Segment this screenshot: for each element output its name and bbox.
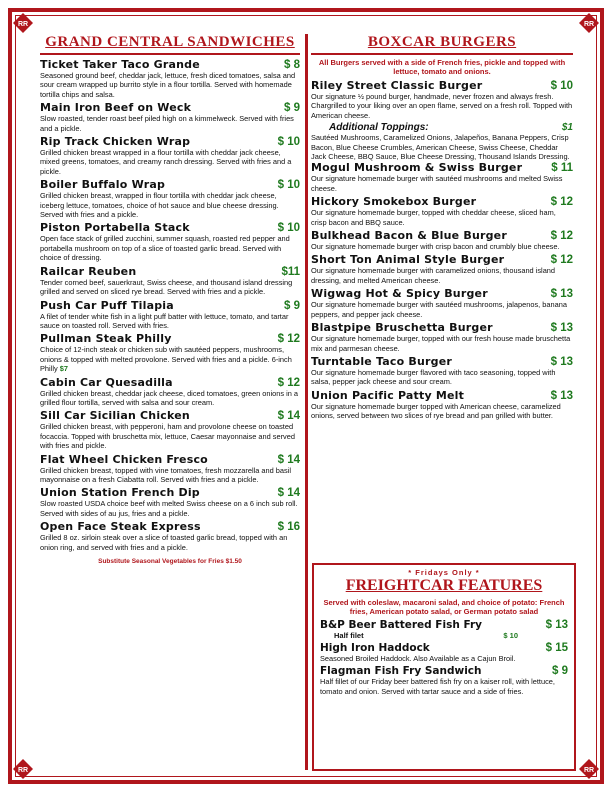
menu-item-price: $ 9: [552, 665, 568, 678]
menu-item-header: [40, 520, 300, 533]
menu-item-description-text: Grilled chicken breast, wrapped in flour tortilla with cheddar jack cheese, iceberg lettuce, tomatoes, choice of hot sauce and blue cheese dressing. Served with fries and a pickle.: [40, 191, 279, 220]
menu-item-description: [40, 278, 300, 297]
menu-item-header: [40, 135, 300, 148]
menu-item-description: [40, 533, 300, 552]
menu-item-description: [311, 174, 573, 193]
menu-item-name: Main Iron Beef on Weck: [40, 101, 192, 115]
menu-item-name: Union Station French Dip: [40, 486, 200, 500]
menu-item: [311, 161, 573, 193]
menu-item-price: $ 13: [550, 322, 573, 335]
menu-item-price: $ 12: [550, 230, 573, 243]
menu-item-name: Piston Portabella Stack: [40, 221, 190, 235]
additional-toppings-label: Additional Toppings:: [329, 122, 429, 134]
fridays-only-label: * Fridays Only *: [408, 568, 480, 577]
menu-item-name: Short Ton Animal Style Burger: [311, 253, 505, 267]
menu-item-description-text: Choice of 12-inch steak or chicken sub with sautéed peppers, mushrooms, onions & topped with melted provolone. Served with fries and a pickle. 6-inch Philly: [40, 345, 292, 374]
sandwiches-title: GRAND CENTRAL SANDWICHES: [40, 34, 300, 55]
menu-item-header: [320, 619, 568, 631]
menu-item-description: [320, 677, 568, 696]
menu-item-description-text: Slow roasted USDA choice beef with melted Swiss cheese on a 6 inch sub roll. Served with sides of au jus, fries and a pickle.: [40, 499, 298, 518]
menu-item-description-text: Grilled chicken breast, topped with vine tomatoes, fresh mozzarella and basil mayonnaise on a fresh Ciabatta roll. Served with fries and a pickle.: [40, 465, 291, 484]
menu-item-price: $ 13: [545, 619, 568, 631]
menu-item-header: [311, 79, 573, 92]
menu-item-description: [40, 191, 300, 219]
menu-item-description-text: Our signature homemade burger, topped with cheddar cheese, sliced ham, crisp bacon and BBQ sauce.: [311, 208, 556, 227]
svg-text:RR: RR: [583, 767, 595, 774]
menu-item-description-text: Our signature ½ pound burger, handmade, never frozen and always fresh. Chargrilled to your liking over an open flame, served on a fresh roll. Topped with American cheese.: [311, 92, 573, 120]
menu-item-name: Ticket Taker Taco Grande: [40, 58, 200, 71]
menu-item-extra-price: $7: [59, 364, 68, 374]
menu-item-header: [40, 221, 300, 234]
menu-item-header: [311, 287, 573, 300]
menu-item: [40, 453, 300, 485]
menu-item-price: $ 8: [284, 59, 300, 71]
features-title: FREIGHTCAR FEATURES: [345, 577, 543, 594]
svg-text:RR: RR: [583, 21, 595, 28]
menu-item-description-text: Grilled chicken breast, with pepperoni, ham and provolone cheese on toasted focaccia. Topped with bruschetta mix, lettuce, Caesar mayonnaise and served with fries and pickle.: [40, 422, 295, 451]
menu-item-price: $ 13: [550, 389, 573, 402]
features-subtitle: Served with coleslaw, macaroni salad, and choice of potato: French fries, American potato salad, or German potato salad: [323, 598, 565, 616]
menu-item: [311, 355, 573, 387]
menu-item-header: [40, 265, 300, 278]
corner-logo-icon: [578, 758, 600, 780]
menu-item: [320, 619, 568, 640]
menu-item-header: [320, 642, 568, 654]
menu-item-price: $ 14: [277, 453, 300, 466]
freightcar-features-box: [312, 563, 576, 771]
menu-item-name: Blastpipe Bruschetta Burger: [311, 321, 493, 335]
menu-item-description-text: A filet of tender white fish in a light puff batter with lettuce, tomato, and tartar sauce on toasted roll. Served with fries.: [40, 311, 289, 330]
menu-item-name: Turntable Taco Burger: [311, 354, 453, 368]
menu-item-description-text: Grilled chicken breast wrapped in a flour tortilla with cheddar jack cheese, mixed greens, tomatoes, and creamy ranch dressing. Served with fries and a pickle.: [40, 148, 292, 176]
column-divider: [305, 34, 308, 770]
menu-item: [40, 332, 300, 373]
menu-item-description-text: Our signature homemade burger with sautéed mushrooms, jalapenos, banana peppers, and pepper jack cheese.: [311, 300, 567, 319]
menu-item-price: $11: [281, 265, 300, 278]
menu-item-description-text: Seasoned ground beef, cheddar jack, lettuce, fresh diced tomatoes, salsa and sour cream wrapped up burrito style in a flour tortilla. Served with homemade tortilla chips and salsa.: [40, 71, 296, 99]
menu-item-header: [40, 58, 300, 71]
menu-item-description: [311, 208, 573, 227]
menu-item-description-text: Half fillet of our Friday beer battered fish fry on a kaiser roll, with lettuce, tomato and onion. Served with tartar sauce and a side of fries.: [320, 677, 555, 696]
menu-item-name: Open Face Steak Express: [40, 520, 201, 534]
menu-item-description-text: Our signature homemade burger topped with American cheese, caramelized onions, served between two slices of rye bread and pan grilled with butter.: [311, 401, 561, 421]
menu-item-description-text: Slow roasted, tender roast beef piled high on a kimmelweck. Served with fries and a pickle.: [40, 114, 294, 133]
menu-item-header: [40, 409, 300, 422]
svg-text:RR: RR: [17, 21, 29, 28]
menu-item-header: [40, 299, 300, 312]
menu-item-header: [311, 355, 573, 368]
menu-item: [320, 642, 568, 663]
menu-item: [311, 195, 573, 227]
menu-item-description: [40, 234, 300, 262]
menu-item-description: [311, 242, 573, 251]
menu-item-description: [40, 71, 300, 99]
menu-item: [311, 389, 573, 421]
menu-item-name: Wigwag Hot & Spicy Burger: [311, 287, 488, 301]
additional-toppings-header: [311, 122, 573, 133]
menu-item: [40, 299, 300, 331]
half-filet-row: [320, 631, 568, 640]
menu-item-name: Union Pacific Patty Melt: [311, 388, 465, 402]
menu-item-header: [311, 321, 573, 334]
menu-item-name: Cabin Car Quesadilla: [40, 375, 173, 389]
menu-item-name: High Iron Haddock: [320, 642, 430, 654]
menu-item: [40, 135, 300, 176]
menu-item-header: [40, 376, 300, 389]
menu-item-description: [320, 654, 568, 663]
menu-item-price: $ 10: [550, 80, 573, 92]
menu-item-description-text: Grilled 8 oz. sirloin steak over a slice of toasted garlic bread, topped with an onion ring, and served with fries and a pickle.: [40, 533, 288, 552]
menu-item: [40, 178, 300, 219]
menu-item-price: $ 13: [550, 355, 573, 368]
menu-item-name: Boiler Buffalo Wrap: [40, 178, 166, 192]
menu-item-description-text: Seasoned Broiled Haddock. Also Available as a Cajun Broil.: [320, 654, 516, 663]
menu-item-name: Sill Car Sicilian Chicken: [40, 409, 190, 423]
menu-item-header: [311, 229, 573, 242]
menu-item-description: [40, 148, 300, 176]
svg-text:RR: RR: [17, 767, 29, 774]
menu-item: [311, 321, 573, 353]
corner-logo-icon: [12, 12, 34, 34]
menu-item-header: [320, 665, 568, 677]
menu-item-price: $ 11: [551, 162, 573, 175]
menu-item-description: [40, 499, 300, 518]
menu-item-name: Flagman Fish Fry Sandwich: [320, 665, 482, 678]
menu-item-description: [40, 422, 300, 450]
menu-item-price: $ 12: [550, 196, 573, 209]
menu-item-name: Riley Street Classic Burger: [311, 79, 483, 92]
menu-item-price: $ 9: [284, 299, 300, 312]
burgers-column: [311, 34, 573, 423]
menu-item-price: $ 12: [550, 254, 573, 267]
menu-item-price: $ 10: [277, 222, 300, 235]
menu-item-price: $ 10: [277, 136, 300, 149]
menu-item-description-text: Our signature homemade burger, topped with our fresh house made bruschetta mix and parmesan cheese.: [311, 334, 571, 353]
menu-item: [40, 101, 300, 133]
menu-item-description: [40, 345, 300, 373]
features-list: [320, 619, 568, 696]
menu-item: [311, 253, 573, 285]
menu-item: [40, 221, 300, 262]
menu-item-name: Bulkhead Bacon & Blue Burger: [311, 229, 507, 243]
burgers-title: BOXCAR BURGERS: [311, 34, 573, 55]
menu-item-header: [40, 178, 300, 191]
menu-item-name: B&P Beer Battered Fish Fry: [320, 619, 482, 631]
menu-item-description: [311, 334, 573, 353]
menu-item-description: [40, 389, 300, 408]
menu-item-price: $ 9: [284, 102, 300, 115]
menu-item-price: $ 12: [277, 376, 300, 389]
additional-toppings-list: Sautéed Mushrooms, Caramelized Onions, Jalapeños, Banana Peppers, Crisp Bacon, Blue Cheese Crumbles, American Cheese, Swiss Cheese, Cheddar Jack Cheese, BBQ Sauce, Blue Cheese Dressing, Thousand Islands Dressing.: [311, 133, 570, 162]
menu-item-header: [40, 453, 300, 466]
menu-item-name: Mogul Mushroom & Swiss Burger: [311, 161, 523, 175]
menu-item-description: [40, 114, 300, 133]
menu-item-price: $ 12: [277, 333, 300, 346]
menu-item-header: [311, 161, 573, 174]
menu-item-name: Hickory Smokebox Burger: [311, 195, 477, 209]
menu-item-name: Flat Wheel Chicken Fresco: [40, 452, 208, 466]
menu-item: [311, 79, 573, 120]
menu-item: [40, 409, 300, 450]
menu-item-description: [40, 312, 300, 331]
half-filet-label: Half filet: [334, 631, 364, 640]
menu-item-description: [311, 368, 573, 387]
menu-item-header: [311, 195, 573, 208]
menu-item-description: [311, 266, 573, 285]
menu-item-description: [311, 300, 573, 319]
menu-item-description-text: Our signature homemade burger with caramelized onions, thousand island dressing, and melted American cheese.: [311, 266, 556, 285]
menu-item-price: $ 16: [277, 521, 300, 534]
burgers-list: [311, 79, 573, 421]
menu-item-price: $ 15: [545, 642, 568, 654]
menu-item-description-text: Our signature homemade burger with sautéed mushrooms and melted Swiss cheese.: [311, 174, 563, 193]
menu-item-price: $ 14: [277, 487, 300, 500]
menu-item-price: $ 13: [550, 288, 573, 301]
half-filet-price: $ 10: [503, 631, 518, 640]
menu-item: [311, 287, 573, 319]
menu-item-price: $ 10: [277, 179, 300, 192]
menu-item-description-text: Open face stack of grilled zucchini, summer squash, roasted red pepper and portabella mushroom on top of a slice of toasted garlic bread. Served with choice of dressing.: [40, 234, 290, 263]
menu-item-description-text: Our signature homemade burger with crisp bacon and crumbly blue cheese.: [311, 242, 560, 252]
sandwiches-column: [40, 34, 300, 565]
menu-item-header: [40, 486, 300, 499]
corner-logo-icon: [578, 12, 600, 34]
menu-item-header: [311, 389, 573, 402]
menu-item-description: [311, 92, 573, 120]
sandwiches-list: [40, 58, 300, 552]
menu-item: [40, 486, 300, 518]
menu-item: [40, 58, 300, 99]
menu-item-name: Rip Track Chicken Wrap: [40, 135, 191, 149]
menu-item-name: Railcar Reuben: [40, 264, 137, 278]
menu-item-description: [311, 402, 573, 421]
menu-item-name: Push Car Puff Tilapia: [40, 298, 174, 312]
menu-item-description-text: Grilled chicken breast, cheddar jack cheese, diced tomatoes, green onions in a grilled flour tortilla, served with salsa and sour cream.: [40, 388, 298, 407]
menu-item: [311, 229, 573, 251]
menu-item-description-text: Our signature homemade burger flavored with taco seasoning, topped with salsa, pepper jack cheese and sour cream.: [311, 367, 556, 387]
menu-item-description: [40, 466, 300, 485]
menu-item-price: $ 14: [277, 410, 300, 423]
additional-toppings-price: $1: [561, 122, 573, 134]
menu-item: [40, 376, 300, 408]
menu-item: [320, 665, 568, 696]
menu-item-header: [40, 332, 300, 345]
substitute-note: Substitute Seasonal Vegetables for Fries $1.50: [98, 558, 242, 565]
menu-item-description-text: Tender corned beef, sauerkraut, Swiss cheese, and thousand island dressing grilled and served on sliced rye bread. Served with fries and a pickle.: [40, 277, 293, 297]
menu-item-header: [311, 253, 573, 266]
menu-item-name: Pullman Steak Philly: [40, 332, 172, 346]
menu-item: [40, 265, 300, 297]
menu-item-header: [40, 101, 300, 114]
corner-logo-icon: [12, 758, 34, 780]
menu-item: [40, 520, 300, 552]
burgers-subtitle: All Burgers served with a side of French fries, pickle and topped with lettuce, tomato and onions.: [318, 58, 566, 76]
